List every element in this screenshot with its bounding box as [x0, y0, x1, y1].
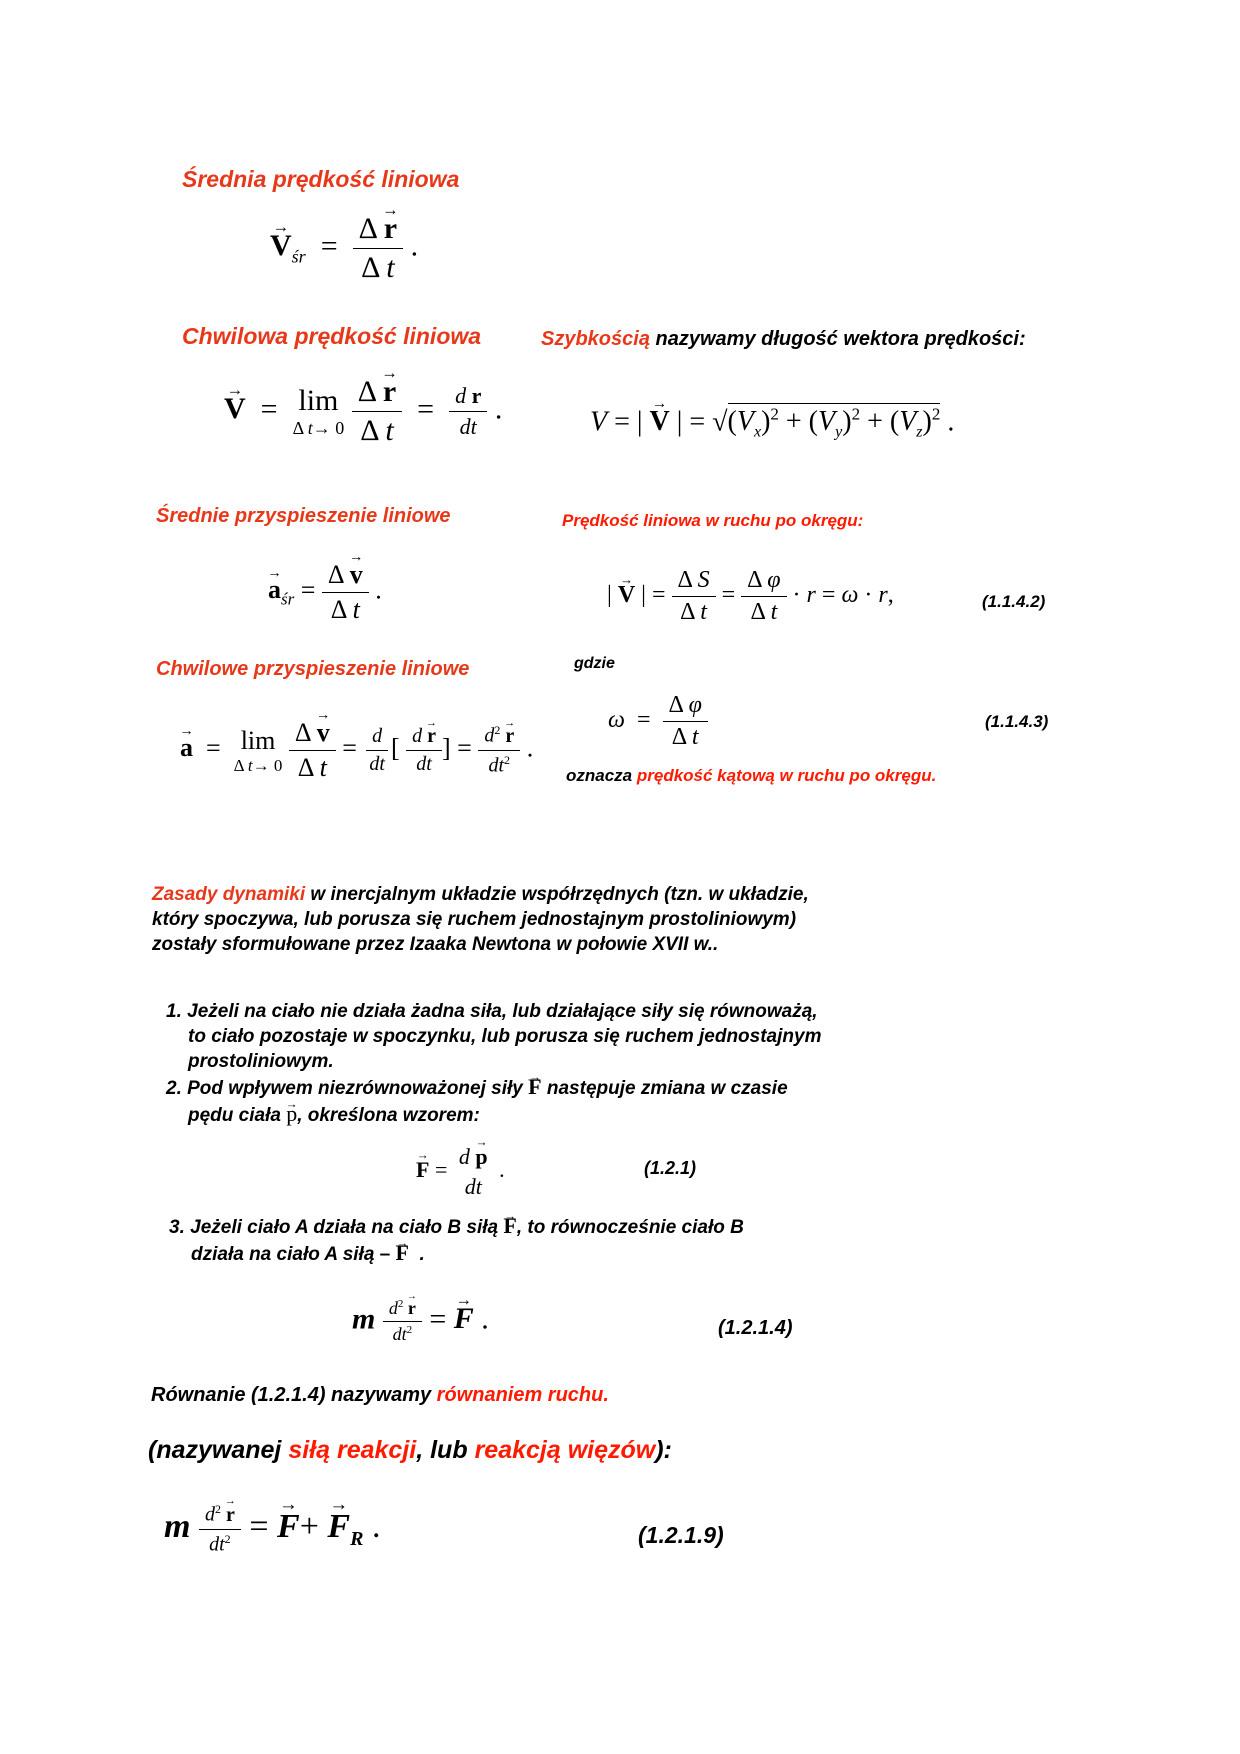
speed-definition: [541, 328, 1026, 351]
eq-number-1-2-1-4: (1.2.1.4): [718, 1317, 793, 1339]
law2-text-a: 2. Pod wpływem niezrównoważonej siły: [166, 1078, 523, 1099]
force-momentum-formula: → F = d → p dt .: [416, 1144, 505, 1200]
law3-text-a: 3. Jeżeli ciało A działa na ciało B siłą: [169, 1217, 499, 1238]
law1-line-1: 1. Jeżeli na ciało nie działa żadna siła, lub działające siły się równoważą,: [166, 1001, 818, 1022]
law3-text-c: działa na ciało A siłą: [191, 1244, 375, 1265]
inst-speed-formula: → V = lim Δ t→ 0 $\frac{\Delta \to r}{\text{Δ t}}$ = $\frac{\text{d r}}{dt}$ .: [224, 375, 502, 448]
reaction-suffix: ):: [655, 1436, 672, 1464]
inst-speed-title: Chwilowa prędkość liniowa: [182, 323, 482, 349]
motion-equation: m $\frac{d^2 \to r}{dt^2}$ = → F .: [352, 1298, 489, 1345]
circle-speed-title: Prędkość liniowa w ruchu po okręgu:: [562, 511, 864, 530]
eq-number-1-2-1-9: (1.2.1.9): [638, 1522, 724, 1548]
law3-text-b: , to równocześnie ciało B: [516, 1217, 744, 1238]
eq-number-1-2-1: (1.2.1): [644, 1158, 697, 1178]
avg-accel-title: Średnie przyspieszenie liniowe: [156, 505, 451, 527]
law2-text-d: , określona wzorem:: [297, 1105, 480, 1126]
intro-line-1: w inercjalnym układzie współrzędnych (tzn. w układzie,: [310, 884, 809, 905]
where-label: gdzie: [574, 655, 615, 672]
newton-law-1: [166, 999, 821, 1074]
motion-eq-text: Równanie (1.2.1.4) nazywamy: [151, 1384, 432, 1406]
omega-description: [566, 766, 936, 786]
avg-speed-title: Średnia prędkość liniowa: [182, 166, 460, 192]
intro-line-3: zostały sformułowane przez Izaaka Newtona w połowie XVII w..: [152, 934, 719, 955]
newton-law-3: 3. Jeżeli ciało A działa na ciało B siłą → F, to równocześnie ciało B działa na ciało A siłą – → F .: [169, 1213, 744, 1267]
omega-formula: ω = $\frac{\text{Δ φ}}{\text{Δ t}}$: [608, 692, 708, 751]
eq-number-1-1-4-3: (1.1.4.3): [985, 712, 1049, 731]
inst-accel-formula: → a = lim Δ t→ 0 $\frac{\Delta \to v}{\text{Δ t}}$ = $\frac{d}{dt}$ [ $\frac{d \to r}{dt}$ ] = $\frac{d^2 \to r}{dt^2}$ .: [180, 718, 533, 783]
reaction-sentence: [148, 1436, 672, 1465]
motion-equation-reaction: m $\frac{d^2 \to r}{dt^2}$ = → $F+ \to F_R$ .: [164, 1502, 380, 1556]
reaction-mid: , lub: [416, 1436, 468, 1464]
newton-law-2: 2. Pod wpływem niezrównoważonej siły → F następuje zmiana w czasie pędu ciała → p, określona wzorem:: [166, 1074, 788, 1128]
intro-line-2: który spoczywa, lub porusza się ruchem jednostajnym prostoliniowym): [152, 909, 797, 930]
motion-eq-term: równaniem ruchu.: [436, 1384, 609, 1406]
reaction-term-1: siłą reakcji: [288, 1436, 417, 1464]
omega-description-prefix: oznacza: [566, 766, 633, 785]
dynamics-intro: [152, 882, 809, 957]
law2-text-b: następuje zmiana w czasie: [546, 1078, 788, 1099]
circle-speed-formula: | → V | = $\frac{\text{Δ S}}{\text{Δ t}}$ = $\frac{\text{Δ φ}}{\text{Δ t}}$ · r = ω · r,: [607, 567, 894, 626]
law2-text-c: pędu ciała: [188, 1105, 281, 1126]
omega-description-term: prędkość kątową w ruchu po okręgu.: [636, 766, 937, 785]
avg-speed-formula: → $V_{śr}$ = $\frac{\Delta \to r}{\text{Δ t}}$ .: [270, 212, 418, 285]
law1-line-2: to ciało pozostaje w spoczynku, lub porusza się ruchem jednostajnym: [188, 1026, 822, 1047]
dynamics-term: Zasady dynamiki: [152, 884, 306, 905]
reaction-term-2: reakcją więzów: [474, 1436, 656, 1464]
speed-magnitude-formula: V = | → V | = $√(V_x)^2 + (V_y)^2 + (V_z)^2$ .: [590, 405, 954, 442]
eq-number-1-1-4-2: (1.1.4.2): [982, 592, 1046, 611]
speed-definition-text: nazywamy długość wektora prędkości:: [655, 328, 1026, 350]
avg-accel-formula: → $a_{śr}$ = $\frac{\Delta \to v}{\text{Δ t}}$ .: [268, 560, 382, 625]
inst-accel-title: Chwilowe przyspieszenie liniowe: [156, 658, 470, 680]
motion-equation-sentence: [151, 1384, 609, 1407]
reaction-prefix: (nazywanej: [148, 1436, 282, 1464]
speed-term: Szybkością: [541, 328, 650, 350]
law1-line-3: prostoliniowym.: [188, 1051, 334, 1072]
